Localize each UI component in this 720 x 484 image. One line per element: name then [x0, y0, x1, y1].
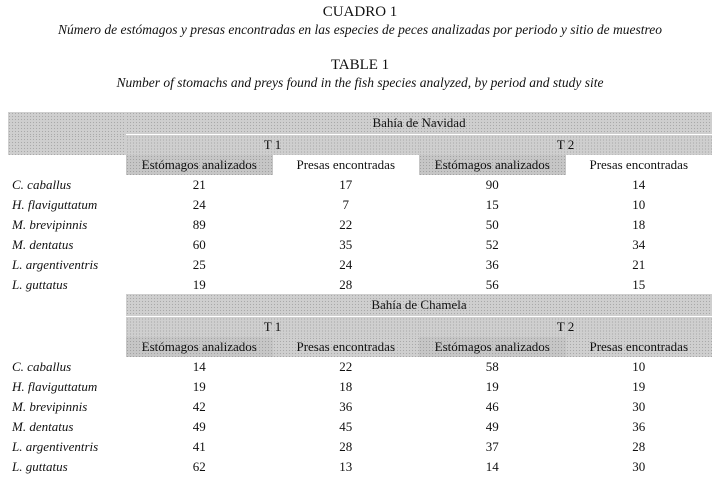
caption-subtitle-en: Number of stomachs and preys found in the fish species analyzed, by period and study site: [116, 75, 604, 90]
table-cell: 22: [339, 359, 353, 374]
column-header: Estómagos analizados: [419, 337, 566, 357]
table-cell: 58: [485, 359, 499, 374]
table-cell: 15: [632, 277, 646, 292]
column-header: Presas encontradas: [566, 337, 713, 357]
table-corner: [8, 135, 126, 156]
table-cell: 14: [632, 177, 646, 192]
species-name: L. argentiventris: [12, 439, 99, 454]
species-name: L. guttatus: [12, 459, 68, 474]
table-corner: [8, 317, 126, 338]
table-corner: [8, 294, 126, 317]
table-cell: 42: [192, 399, 206, 414]
table-cell: 28: [339, 439, 353, 454]
species-name: M. dentatus: [12, 419, 74, 434]
species-name: L. guttatus: [12, 277, 68, 292]
species-name: C. caballus: [12, 177, 72, 192]
table-chamela: [8, 294, 712, 477]
table-cell: 62: [192, 459, 206, 474]
table-cell: 30: [632, 459, 646, 474]
table-body: [8, 175, 712, 295]
table-cell: 19: [192, 379, 206, 394]
table-cell: 10: [632, 359, 646, 374]
table-cell: 41: [192, 439, 206, 454]
table-cell: 49: [485, 419, 499, 434]
species-name: M. dentatus: [12, 237, 74, 252]
species-name: M. brevipinnis: [12, 399, 88, 414]
table-cell: 13: [339, 459, 353, 474]
table-cell: 7: [342, 197, 349, 212]
table-row: [8, 235, 712, 255]
column-header: Estómagos analizados: [126, 337, 273, 357]
table-cell: 34: [632, 237, 646, 252]
species-name: C. caballus: [12, 359, 72, 374]
table-corner: [8, 337, 126, 357]
table-cell: 30: [632, 399, 646, 414]
table-cell: 60: [192, 237, 206, 252]
table-row: [8, 437, 712, 457]
table-cell: 25: [192, 257, 206, 272]
table-cell: 50: [485, 217, 499, 232]
table-cell: 56: [485, 277, 499, 292]
caption-title-es: CUADRO 1: [322, 4, 398, 20]
column-header: Presas encontradas: [566, 155, 713, 175]
table-cell: 18: [339, 379, 353, 394]
table-cell: 21: [192, 177, 206, 192]
species-name: H. flaviguttatum: [12, 197, 98, 212]
site-header: Bahía de Navidad: [126, 112, 712, 135]
table-row: [8, 175, 712, 195]
table-cell: 14: [192, 359, 206, 374]
period-header-t1: T 1: [126, 135, 419, 156]
table-navidad: [8, 112, 712, 295]
table-cell: 18: [632, 217, 646, 232]
table-cell: 90: [485, 177, 499, 192]
table-row: [8, 377, 712, 397]
table-cell: 24: [339, 257, 353, 272]
table-cell: 35: [339, 237, 353, 252]
column-header: Presas encontradas: [273, 155, 420, 175]
table-row: [8, 397, 712, 417]
table-cell: 28: [339, 277, 353, 292]
table-cell: 36: [339, 399, 353, 414]
table-row: [8, 417, 712, 437]
table-cell: 89: [192, 217, 206, 232]
table-corner: [8, 155, 126, 175]
table-body: [8, 357, 712, 477]
table-cell: 14: [485, 459, 499, 474]
table-cell: 36: [485, 257, 499, 272]
species-name: L. argentiventris: [12, 257, 99, 272]
table-cell: 49: [192, 419, 206, 434]
table-cell: 22: [339, 217, 353, 232]
table-cell: 19: [485, 379, 499, 394]
species-name: M. brevipinnis: [12, 217, 88, 232]
caption-spanish: [0, 3, 720, 39]
table-row: [8, 457, 712, 477]
column-header: Presas encontradas: [273, 337, 420, 357]
table-cell: 46: [485, 399, 499, 414]
table-row: [8, 215, 712, 235]
table-cell: 37: [485, 439, 499, 454]
caption-subtitle-es: Número de estómagos y presas encontradas en las especies de peces analizadas por periodo y sitio de muestreo: [57, 22, 663, 37]
caption-english: [0, 56, 720, 92]
table-cell: 19: [632, 379, 646, 394]
period-header-t2: T 2: [419, 317, 712, 338]
table-row: [8, 275, 712, 295]
table-row: [8, 195, 712, 215]
table-row: [8, 357, 712, 377]
table-cell: 45: [339, 419, 353, 434]
table-cell: 17: [339, 177, 353, 192]
table-cell: 21: [632, 257, 646, 272]
table-cell: 10: [632, 197, 646, 212]
table-corner: [8, 112, 126, 135]
column-header: Estómagos analizados: [419, 155, 566, 175]
site-header: Bahía de Chamela: [126, 294, 712, 317]
table-cell: 28: [632, 439, 646, 454]
column-header: Estómagos analizados: [126, 155, 273, 175]
table-cell: 52: [485, 237, 499, 252]
period-header-t1: T 1: [126, 317, 419, 338]
table-cell: 24: [192, 197, 206, 212]
caption-title-en: TABLE 1: [330, 57, 390, 73]
period-header-t2: T 2: [419, 135, 712, 156]
species-name: H. flaviguttatum: [12, 379, 98, 394]
table-cell: 15: [485, 197, 499, 212]
table-cell: 36: [632, 419, 646, 434]
table-cell: 19: [192, 277, 206, 292]
table-row: [8, 255, 712, 275]
